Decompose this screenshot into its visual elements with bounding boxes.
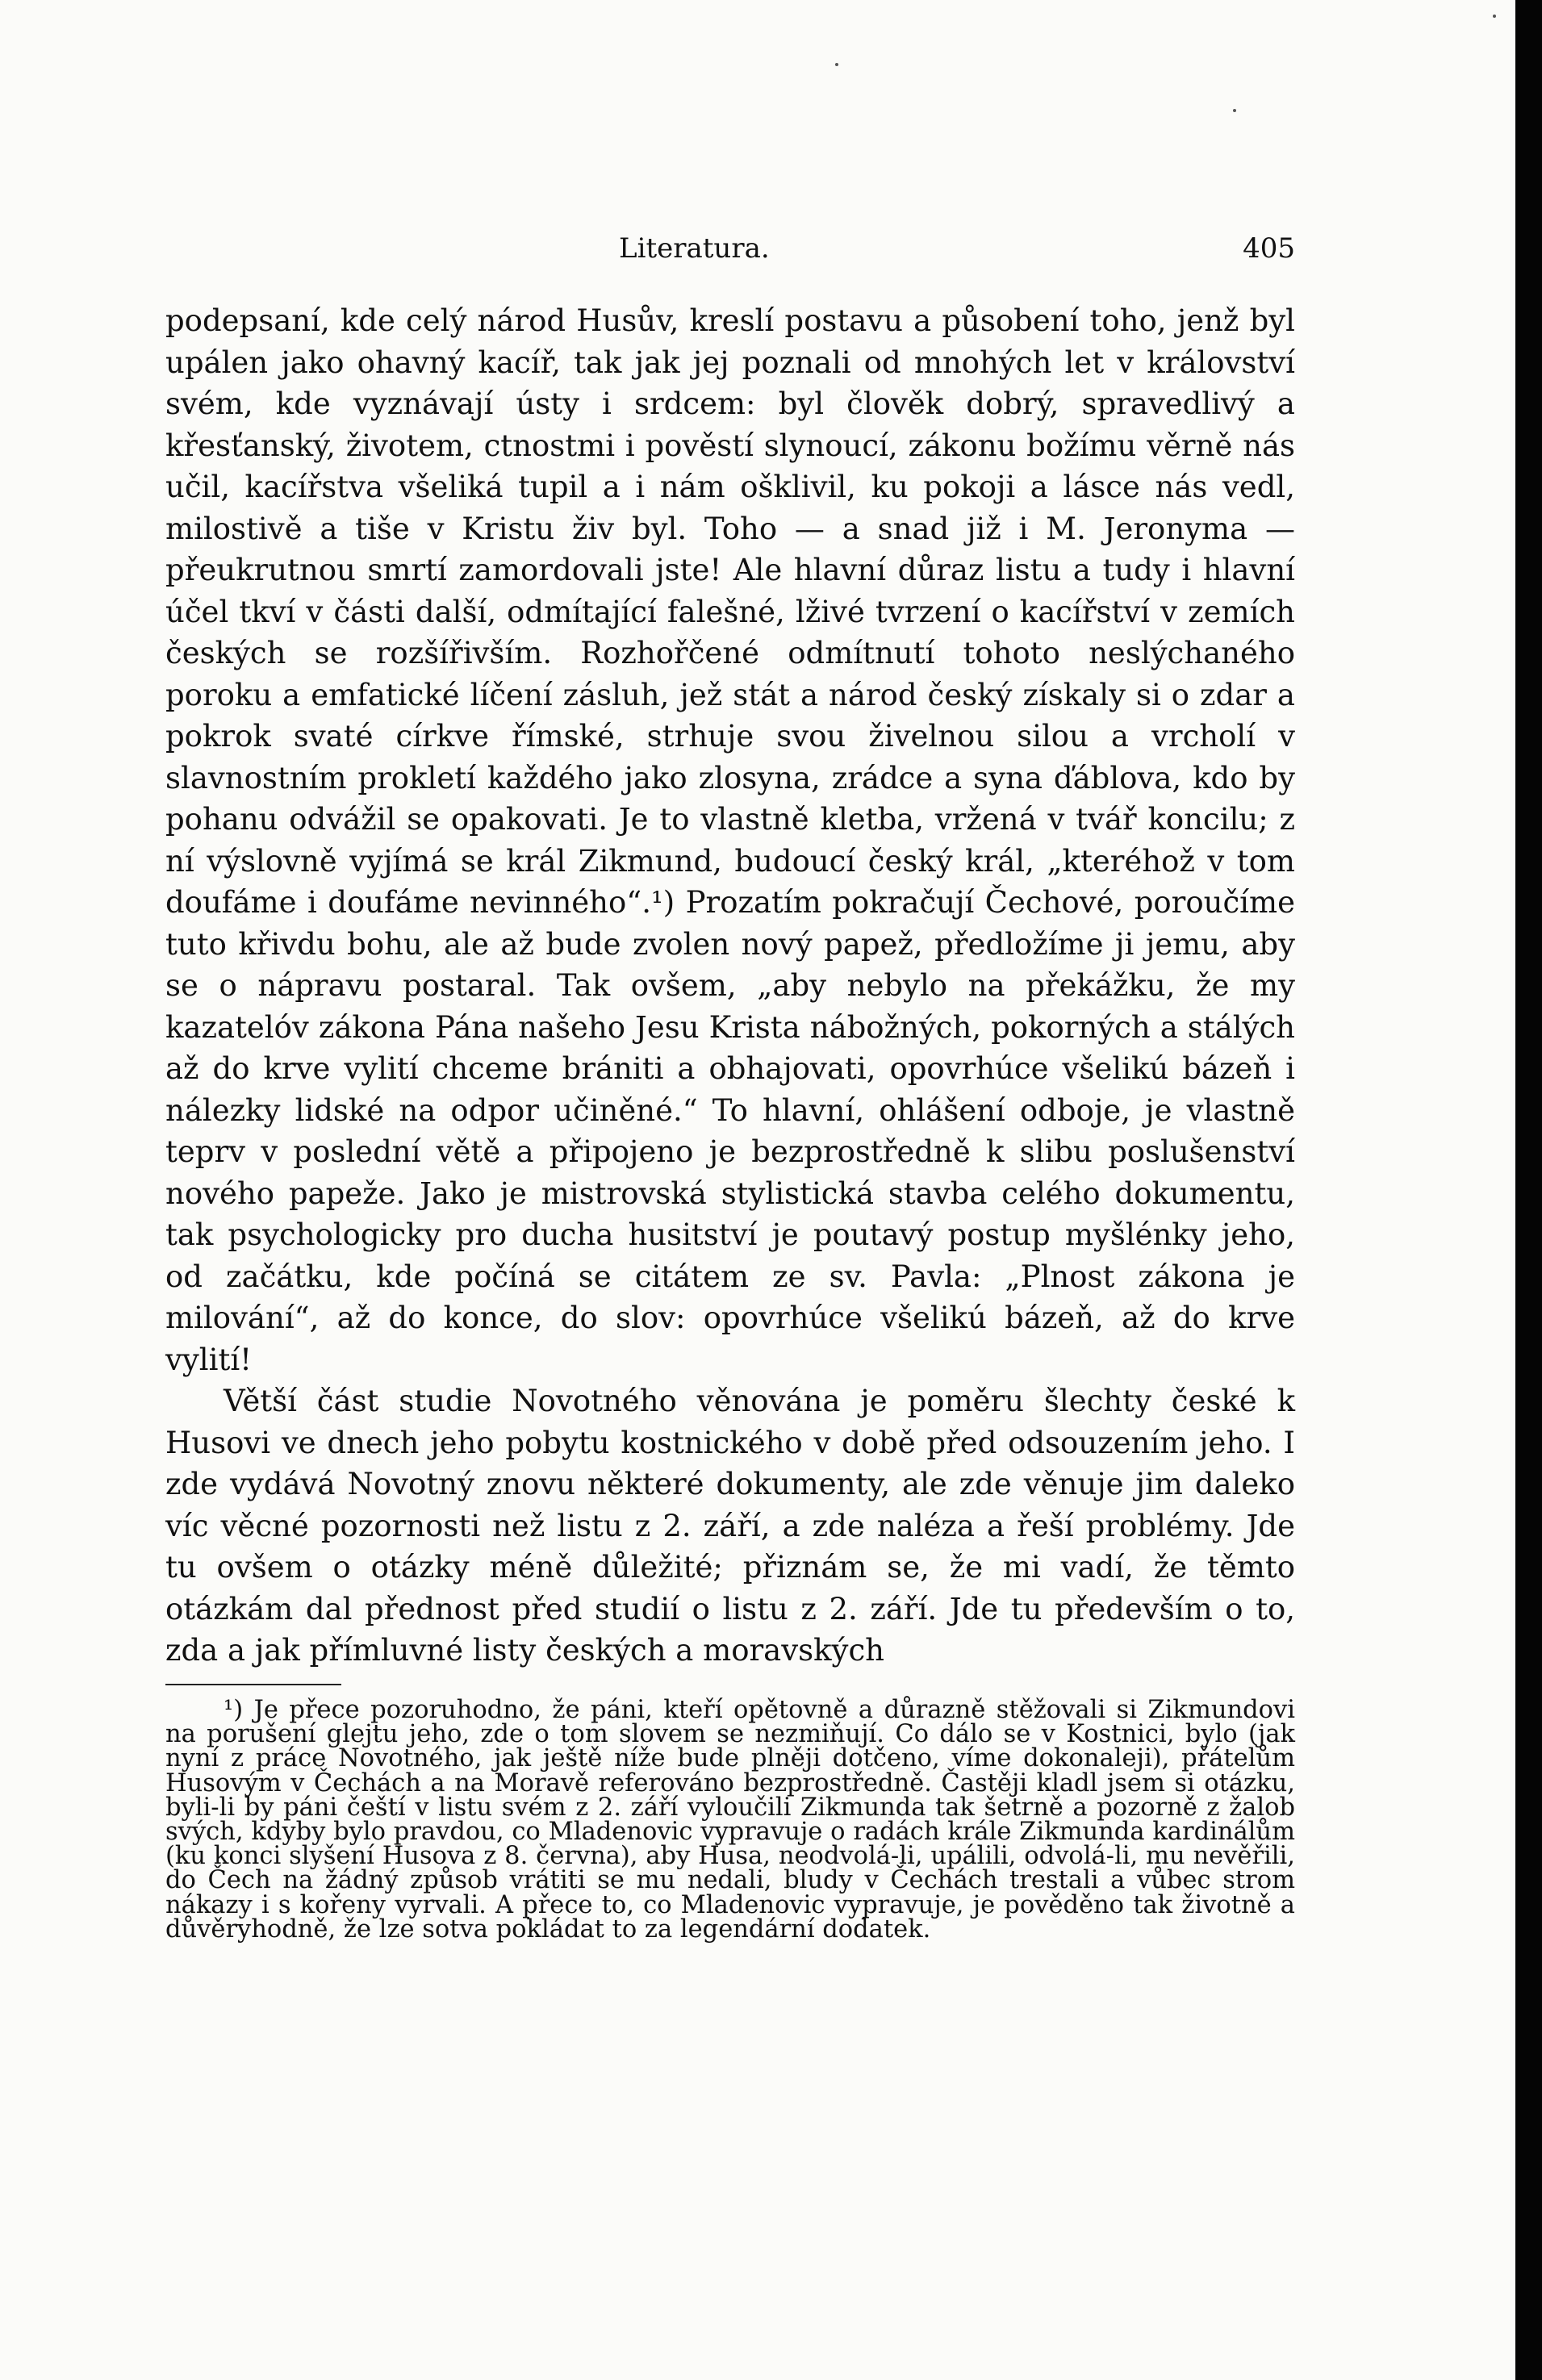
running-header <box>165 232 1295 281</box>
scan-speck <box>1233 109 1236 112</box>
page-number: 405 <box>1243 232 1295 265</box>
scan-border <box>1515 0 1542 2380</box>
footnote <box>165 1698 1295 1942</box>
scan-speck <box>835 63 838 66</box>
paragraph: podepsaní, kde celý národ Husův, kreslí postavu a působení toho, jenž byl upálen jako ohavný kacíř, tak jak jej poznali od mnohých let v království svém, kde vyznávají ústy i srdcem: byl člověk dobrý, spravedlivý a křesťanský, životem, ctnostmi i pověstí slynoucí, zákonu božímu věrně nás učil, kacířstva všeliká tupil a i nám ošklivil, ku pokoji a lásce nás vedl, milostivě a tiše v Kristu živ byl. Toho — a snad již i M. Jeronyma — přeukrutnou smrtí zamordovali jste! Ale hlavní důraz listu a tudy i hlavní účel tkví v části další, odmítající falešné, lživé tvrzení o kacířství v zemích českých se rozšířivším. Rozhořčené odmítnutí tohoto neslýchaného poroku a emfatické líčení zásluh, jež stát a národ český získaly si o zdar a pokrok svaté církve římské, strhuje svou živelnou silou a vrcholí v slavnostním prokletí každého jako zlosyna, zrádce a syna ďáblova, kdo by pohanu odvážil se opakovati. Je to vlastně kletba, vržená v tvář koncilu; z ní výslovně vyjímá se král Zikmund, budoucí český král, „kteréhož v tom doufáme i doufáme nevinného“.¹) Prozatím pokračují Čechové, poroučíme tuto křivdu bohu, ale až bude zvolen nový papež, předložíme ji jemu, aby se o nápravu postaral. Tak ovšem, „aby nebylo na překážku, že my kazatelóv zákona Pána našeho Jesu Krista nábožných, pokorných a stálých až do krve vylití chceme brániti a obhajovati, opovrhúce všelikú bázeň i nálezky lidské na odpor učiněné.“ To hlavní, ohlášení odboje, je vlastně teprv v poslední větě a připojeno je bezprostředně k slibu poslušenství nového papeže. Jako je mistrovská stylistická stavba celého dokumentu, tak psychologicky pro ducha husitství je poutavý postup myšlénky jeho, od začátku, kde počíná se citátem ze sv. Pavla: „Plnost zákona je milování“, až do konce, do slov: opovrhúce všelikú bázeň, až do krve vylití! <box>165 303 1295 1377</box>
main-text <box>165 300 1295 1672</box>
running-title: Literatura. <box>619 232 770 265</box>
footnote-separator <box>165 1684 341 1685</box>
footnote-text: ¹) Je přece pozoruhodno, že páni, kteří opětovně a důrazně stěžovali si Zikmundovi na porušení glejtu jeho, zde o tom slovem se nezmiňují. Co dálo se v Kostnici, bylo (jak nyní z práce Novotného, jak ještě níže bude plněji dotčeno, víme dokonaleji), přátelům Husovým v Čechách a na Moravě referováno bezprostředně. Častěji kladl jsem si otázku, byli-li by páni čeští v listu svém z 2. září vyloučili Zikmunda tak šetrně a pozorně z žalob svých, kdyby bylo pravdou, co Mladenovic vypravuje o radách krále Zikmunda kardinálům (ku konci slyšení Husova z 8. června), aby Husa, neodvolá-li, upálili, odvolá-li, mu nevěřili, do Čech na žádný způsob vrátiti se mu nedali, bludy v Čechách trestali a vůbec strom nákazy i s kořeny vyrvali. A přece to, co Mladenovic vypravuje, je pověděno tak životně a důvěryhodně, že lze sotva pokládat to za legendární dodatek. <box>165 1696 1295 1944</box>
paragraph: Větší část studie Novotného věnována je poměru šlechty české k Husovi ve dnech jeho pobytu kostnického v době před odsouzením jeho. I zde vydává Novotný znovu některé dokumenty, ale zde věnuje jim daleko víc věcné pozornosti než listu z 2. září, a zde naléza a řeší problémy. Jde tu ovšem o otázky méně důležité; přiznám se, že mi vadí, že těmto otázkám dal přednost před studií o listu z 2. září. Jde tu především o to, zda a jak přímluvné listy českých a moravských <box>165 1384 1295 1668</box>
scan-speck <box>1493 15 1496 18</box>
